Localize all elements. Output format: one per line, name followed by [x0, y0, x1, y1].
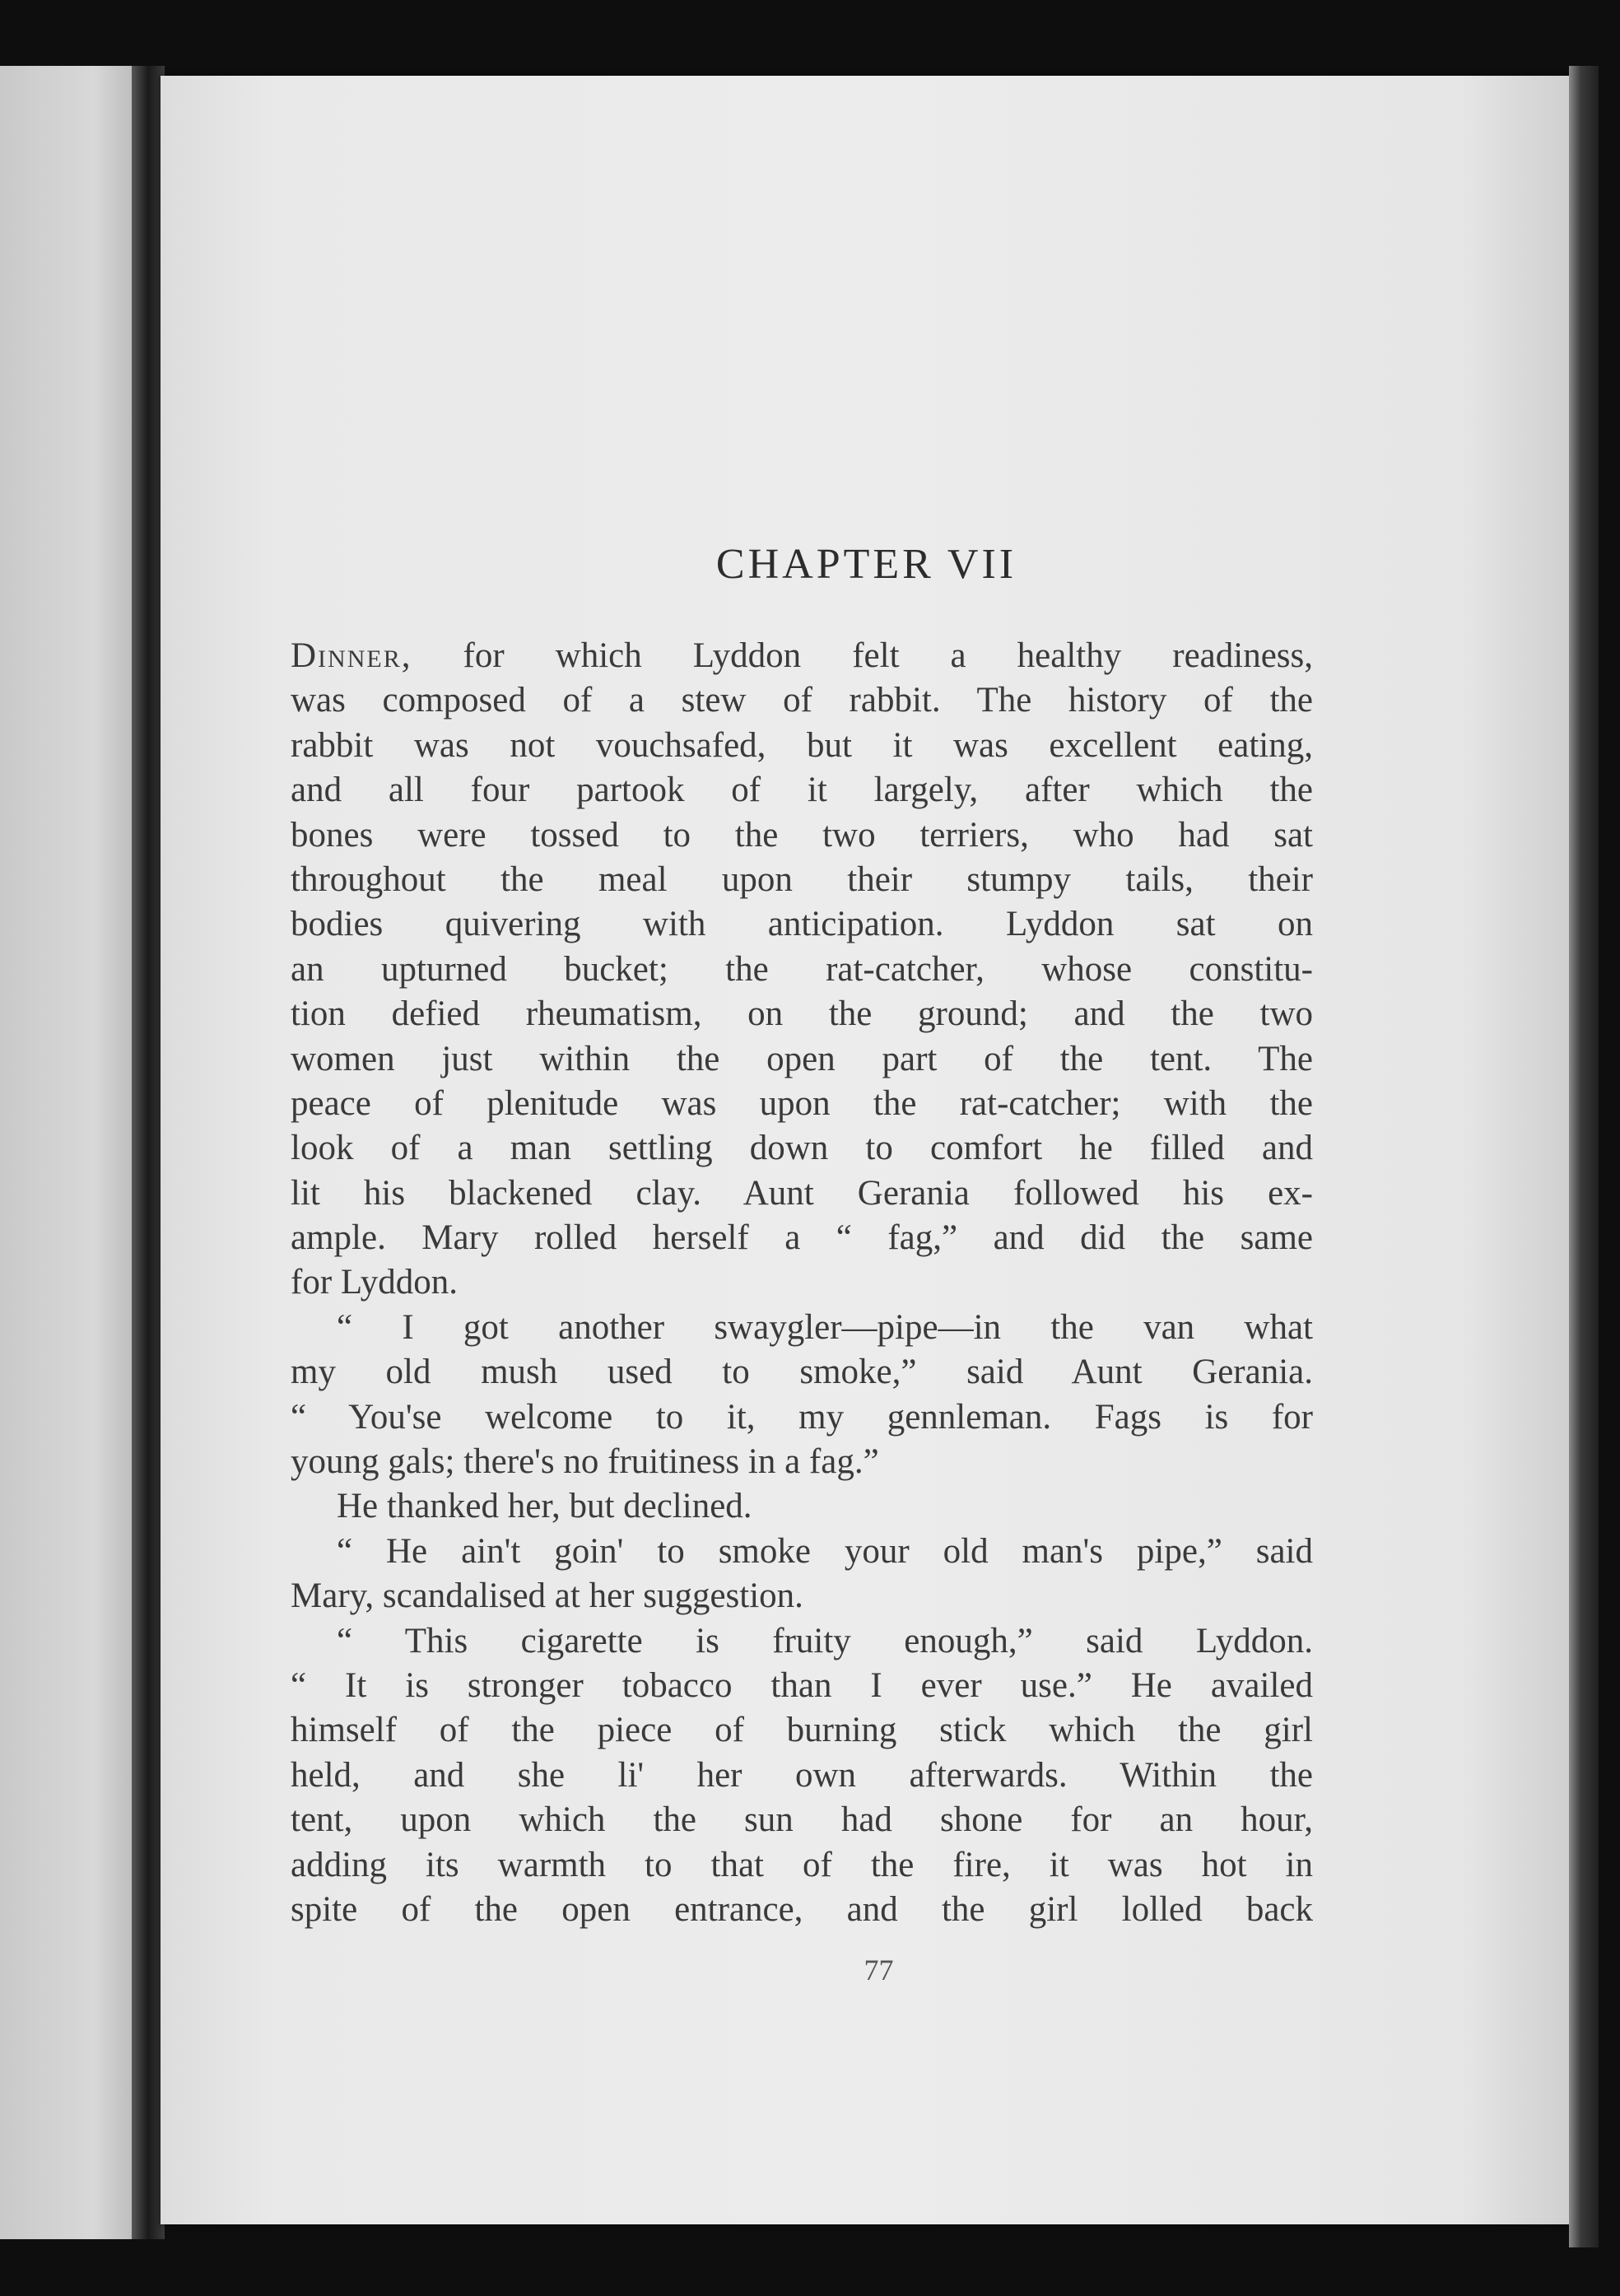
text-line: rabbit was not vouchsafed, but it was excellent eating,	[291, 725, 1313, 765]
text-line: peace of plenitude was upon the rat-catcher; with the	[291, 1083, 1313, 1123]
text-line: young gals; there's no fruitiness in a fag.”	[291, 1442, 879, 1482]
text-line: an upturned bucket; the rat-catcher, whose constitu-	[291, 949, 1313, 989]
text-line: Mary, scandalised at her suggestion.	[291, 1576, 803, 1616]
text-line: himself of the piece of burning stick which the girl	[291, 1711, 1313, 1750]
text-line: adding its warmth to that of the fire, it was hot in	[291, 1845, 1313, 1884]
text-line: for Lyddon.	[291, 1263, 459, 1302]
body-text	[291, 634, 1313, 1932]
text-line: He thanked her, but declined.	[337, 1487, 752, 1526]
page-number: 77	[864, 1954, 894, 1986]
text-line: and all four partook of it largely, after which the	[291, 771, 1313, 810]
text-line: “ He ain't goin' to smoke your old man's pipe,” said	[337, 1531, 1313, 1571]
text-line: tion defied rheumatism, on the ground; and the two	[291, 994, 1313, 1034]
text-line: look of a man settling down to comfort he filled and	[291, 1129, 1313, 1168]
text-line: my old mush used to smoke,” said Aunt Gerania.	[291, 1353, 1313, 1392]
text-line: “ This cigarette is fruity enough,” said Lyddon.	[337, 1621, 1313, 1660]
text-line: Dinner, for which Lyddon felt a healthy readiness,	[291, 636, 1313, 675]
text-line: bodies quivering with anticipation. Lyddon sat on	[291, 905, 1313, 944]
chapter-heading: CHAPTER VII	[715, 541, 1017, 588]
text-line: bones were tossed to the two terriers, who had sat	[291, 815, 1313, 855]
text-line: “ It is stronger tobacco than I ever use.” He availed	[291, 1665, 1313, 1705]
text-line: ample. Mary rolled herself a “ fag,” and did the same	[291, 1218, 1313, 1258]
book-cover-edge	[1569, 66, 1599, 2247]
text-line: tent, upon which the sun had shone for an hour,	[291, 1800, 1313, 1840]
text-line: held, and she li' her own afterwards. Within the	[291, 1755, 1313, 1795]
text-line: spite of the open entrance, and the girl lolled back	[291, 1889, 1313, 1929]
text-line: throughout the meal upon their stumpy tails, their	[291, 859, 1313, 899]
text-line: women just within the open part of the tent. The	[291, 1039, 1313, 1078]
text-line: was composed of a stew of rabbit. The history of the	[291, 681, 1313, 720]
text-line: lit his blackened clay. Aunt Gerania followed his ex-	[291, 1173, 1313, 1213]
book-gutter	[132, 66, 165, 2239]
text-line: “ I got another swaygler—pipe—in the van what	[337, 1307, 1313, 1347]
text-line: “ You'se welcome to it, my gennleman. Fags is for	[291, 1397, 1313, 1437]
dropcap-word: Dinner,	[291, 636, 412, 675]
